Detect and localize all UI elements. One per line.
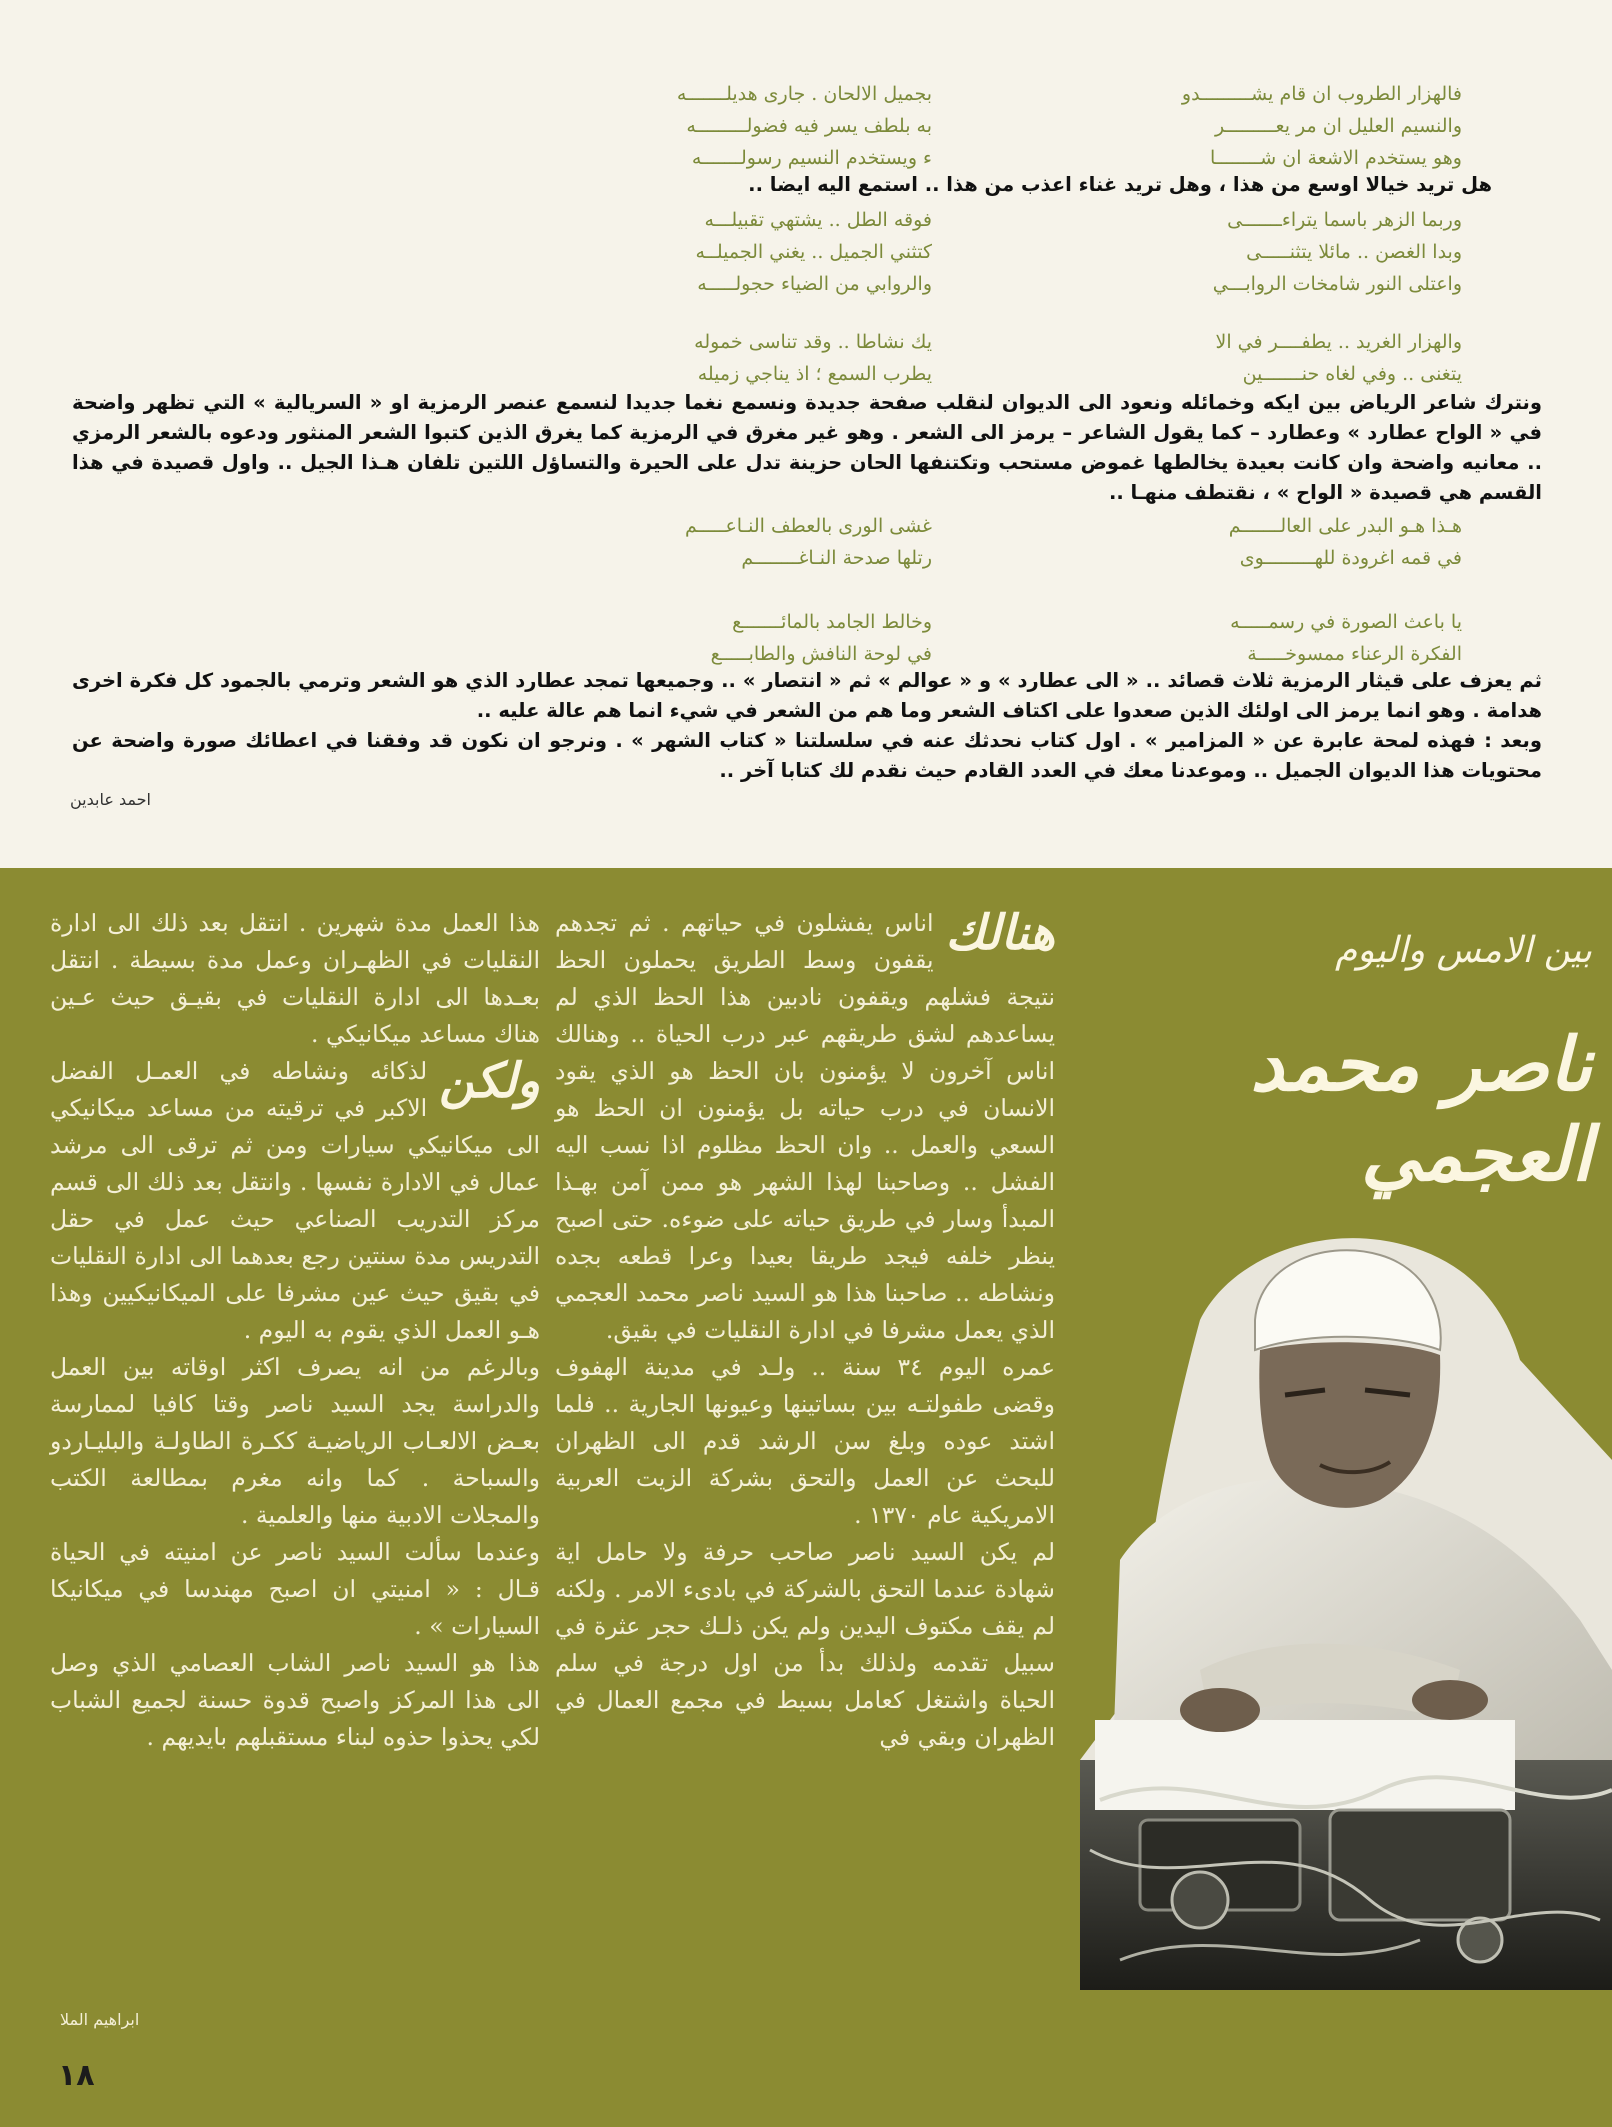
poem-hemistich: وبدا الغصن .. مائلا يتثنـــــى bbox=[1246, 241, 1462, 263]
poem-verse bbox=[462, 268, 1462, 300]
drop-word: هنالك bbox=[945, 905, 1055, 961]
column-paragraph: عمره اليوم ٣٤ سنة .. ولـد في مدينة الهفوف وقضى طفولتـه بين بساتينها وعيونها الجارية .. فلما اشتد عوده وبلغ سن الرشد قدم الى الظهران للبحث عن العمل والتحق بشركة الزيت العربية الامريكية عام ١٣٧٠ . bbox=[555, 1353, 1055, 1529]
article-paragraph: ثم يعزف على قيثار الرمزية ثلاث قصائد .. « الى عطارد » و « عوالم » ثم « انتصار » .. وجميعها تمجد عطارد الذي هو الشعر وترمي بالجمود كل فكرة اخرى هدامة . وهو انما يرمز الى اولئك الذين صعدوا على اكتاف الشعر وما هم من الشعر في شيء انما هم عالة عليه .. bbox=[72, 669, 1542, 722]
article-paragraph: وبعد : فهذه لمحة عابرة عن « المزامير » . اول كتاب نحدثك عنه في سلسلتنا « كتاب الشهر » . ونرجو ان نكون قد وفقنا في اعطائك صورة واضحة عن محتويات هذا الديوان الجميل .. وموعدنا معك في العدد القادم حيث نقدم لك كتابا آخر .. bbox=[72, 729, 1542, 782]
poem-hemistich: في لوحة النافش والطابـــــع bbox=[710, 643, 932, 665]
feature-headline: ناصر محمد العجمي bbox=[1250, 1022, 1592, 1198]
column-paragraph: هذا هو السيد ناصر الشاب العصامي الذي وصل الى هذا المركز واصبح قدوة حسنة لجميع الشباب لكي يحذوا حذوه لبناء مستقبلهم بايديهم . bbox=[50, 1649, 540, 1751]
poem-verse bbox=[462, 326, 1462, 358]
poem-verse bbox=[462, 510, 1462, 542]
poem-stanza-2 bbox=[462, 204, 1462, 300]
poem-hemistich: رتلها صدحة النـاغــــــــم bbox=[741, 547, 932, 569]
author-signature: احمد عابدين bbox=[70, 790, 151, 809]
poem-verse bbox=[462, 110, 1462, 142]
poem-verse bbox=[462, 542, 1462, 574]
poem-stanza-5 bbox=[462, 606, 1462, 670]
poem-hemistich: كتثني الجميل .. يغني الجميلــه bbox=[695, 241, 932, 263]
poem-hemistich: يك نشاطا .. وقد تناسى خموله bbox=[694, 331, 932, 353]
column-paragraph: وعندما سألت السيد ناصر عن امنيته في الحياة قـال : « امنيتي ان اصبح مهندسا في ميكانيكا السيارات » . bbox=[50, 1538, 540, 1640]
poem-stanza-3 bbox=[462, 326, 1462, 390]
poem-hemistich: يا باعث الصورة في رسمـــــه bbox=[1230, 611, 1462, 633]
page-number: ١٨ bbox=[58, 2058, 95, 2093]
poem-hemistich: وهو يستخدم الاشعة ان شــــــــا bbox=[1209, 147, 1462, 169]
column-paragraph bbox=[50, 1053, 540, 1349]
poem-verse bbox=[462, 236, 1462, 268]
paragraph-text: اناس يفشلون في حياتهم . ثم تجدهم يقفون وسط الطريق يحملون الحظ نتيجة فشلهم ويقفون نادبين هذا الحظ الذي لم يساعدهم لشق طريقهم عبر درب الحياة .. وهنالك اناس آخرون لا يؤمنون بان الحظ هو الذي يقود الانسان في درب حياته بل يؤمنون ان الحظ هو السعي والعمل .. وان الحظ مظلوم اذا نسب اليه الفشل .. وصاحبنا لهذا الشهر هو ممن آمن بهـذا المبدأ وسار في طريق حياته على ضوءه. حتى اصبح ينظر خلفه فيجد طريقا بعيدا وعرا قطعه بجده ونشاطه .. صاحبنا هذا هو السيد ناصر محمد العجمي الذي يعمل مشرفا في ادارة النقليات في بقيق. bbox=[555, 909, 1055, 1344]
poem-hemistich: غشى الورى بالعطف النـاعـــــم bbox=[684, 515, 932, 537]
poem-verse bbox=[462, 204, 1462, 236]
feature-column-2 bbox=[50, 905, 540, 1756]
poem-verse bbox=[462, 606, 1462, 638]
paragraph-text: لذكائه ونشاطه في العمـل الفضل الاكبر في ترقيته من مساعد ميكانيكي الى ميكانيكي سيارات ومن ثم ترقى الى مرشد عمال في الادارة نفسها . وانتقل بعد ذلك الى قسم مركز التدريب الصناعي حيث عمل في حقل التدريس مدة سنتين رجع بعدهما الى ادارة النقليات في بقيق حيث عين مشرفا على الميكانيكيين وهذا هـو العمل الذي يقوم به اليوم . bbox=[50, 1057, 540, 1344]
mechanic-at-engine-photo bbox=[1080, 1200, 1612, 1990]
poem-verse bbox=[462, 358, 1462, 390]
poem-hemistich: في قمه اغرودة للهـــــــــوى bbox=[1239, 547, 1462, 569]
poem-hemistich: واعتلى النور شامخات الروابـــي bbox=[1212, 273, 1462, 295]
poem-hemistich: وربما الزهر باسما يتراءـــــــى bbox=[1227, 209, 1462, 231]
feature-column-1 bbox=[555, 905, 1055, 1756]
poem-hemistich: يتغنى .. وفي لغاه حنـــــــين bbox=[1242, 363, 1462, 385]
poem-hemistich: والروابي من الضياء حجولـــــه bbox=[697, 273, 932, 295]
column-paragraph bbox=[555, 905, 1055, 1349]
author-signature: ابراهيم الملا bbox=[60, 2010, 140, 2029]
poem-hemistich: الفكرة الرعناء ممسوخـــــة bbox=[1247, 643, 1462, 665]
column-paragraph: وبالرغم من انه يصرف اكثر اوقاته بين العمل والدراسة يجد السيد ناصر وقتا كافيا لممارسة بعـض الالعـاب الرياضيـة ككـرة الطاولـة والبليـاردو والسباحة . كما وانه مغرم بمطالعة الكتب والمجلات الادبية منها والعلمية . bbox=[50, 1353, 540, 1529]
feature-kicker: بين الامس واليوم bbox=[1335, 930, 1592, 971]
poem-hemistich: هـذا هـو البدر على العالـــــــم bbox=[1228, 515, 1462, 537]
poem-hemistich: به بلطف يسر فيه فضولـــــــــه bbox=[686, 115, 932, 137]
poem-hemistich: والهزار الغريد .. يطفــــر في الا bbox=[1215, 331, 1462, 353]
column-paragraph: هذا العمل مدة شهرين . انتقل بعد ذلك الى ادارة النقليات في الظهـران وعمل مدة بسيطة . انتقل بعـدها الى ادارة النقليات في بقيـق حيث عـين هناك مساعد ميكانيكي . bbox=[50, 909, 540, 1048]
poem-verse bbox=[462, 78, 1462, 110]
article-paragraph: هل تريد خيالا اوسع من هذا ، وهل تريد غناء اعذب من هذا .. استمع اليه ايضا .. bbox=[748, 173, 1492, 196]
column-paragraph: لم يكن السيد ناصر صاحب حرفة ولا حامل اية شهادة عندما التحق بالشركة في بادىء الامر . ولكنه لم يقف مكتوف اليدين ولم يكن ذلـك حجر عثرة في سبيل تقدمه ولذلك بدأ من اول درجة في سلم الحياة واشتغل كعامل بسيط في مجمع العمال في الظهران وبقي في bbox=[555, 1538, 1055, 1751]
drop-word: ولكن bbox=[439, 1053, 540, 1109]
poem-hemistich: والنسيم العليل ان مر يعـــــــــر bbox=[1214, 115, 1462, 137]
poem-hemistich: فوقه الطل .. يشتهي تقبيلـــه bbox=[704, 209, 932, 231]
poem-stanza-1 bbox=[462, 78, 1462, 174]
poem-hemistich: بجميل الالحان . جارى هديلـــــــه bbox=[676, 83, 932, 105]
poem-hemistich: وخالط الجامد بالمائـــــــع bbox=[732, 611, 932, 633]
article-paragraph: ونترك شاعر الرياض بين ايكه وخمائله ونعود الى الديوان لنقلب صفحة جديدة ونسمع نغما جديدا لنسمع عنصر الرمزية او « السريالية » التي تظهر واضحة في « الواح عطارد » وعطارد – كما يقول الشاعر – يرمز الى الشعر . وهو غير مغرق في الرمزية كما يغرق الذين كتبوا الشعر المنثور ودعوه بالشعر الرمزي .. معانيه واضحة وان كانت بعيدة يخالطها غموض مستحب وتكتنفها الحان حزينة تدل على الحيرة والتساؤل اللتين تلفان هـذا الجيل .. واول قصيدة في هذا القسم هي قصيدة « الواح » ، نقتطف منهـا .. bbox=[72, 391, 1542, 504]
poem-stanza-4 bbox=[462, 510, 1462, 574]
poem-hemistich: ء ويستخدم النسيم رسولـــــــه bbox=[691, 147, 932, 169]
poem-hemistich: يطرب السمع ؛ اذ يناجي زميله bbox=[697, 363, 932, 385]
poem-hemistich: فالهزار الطروب ان قام يشـــــــــدو bbox=[1181, 83, 1462, 105]
